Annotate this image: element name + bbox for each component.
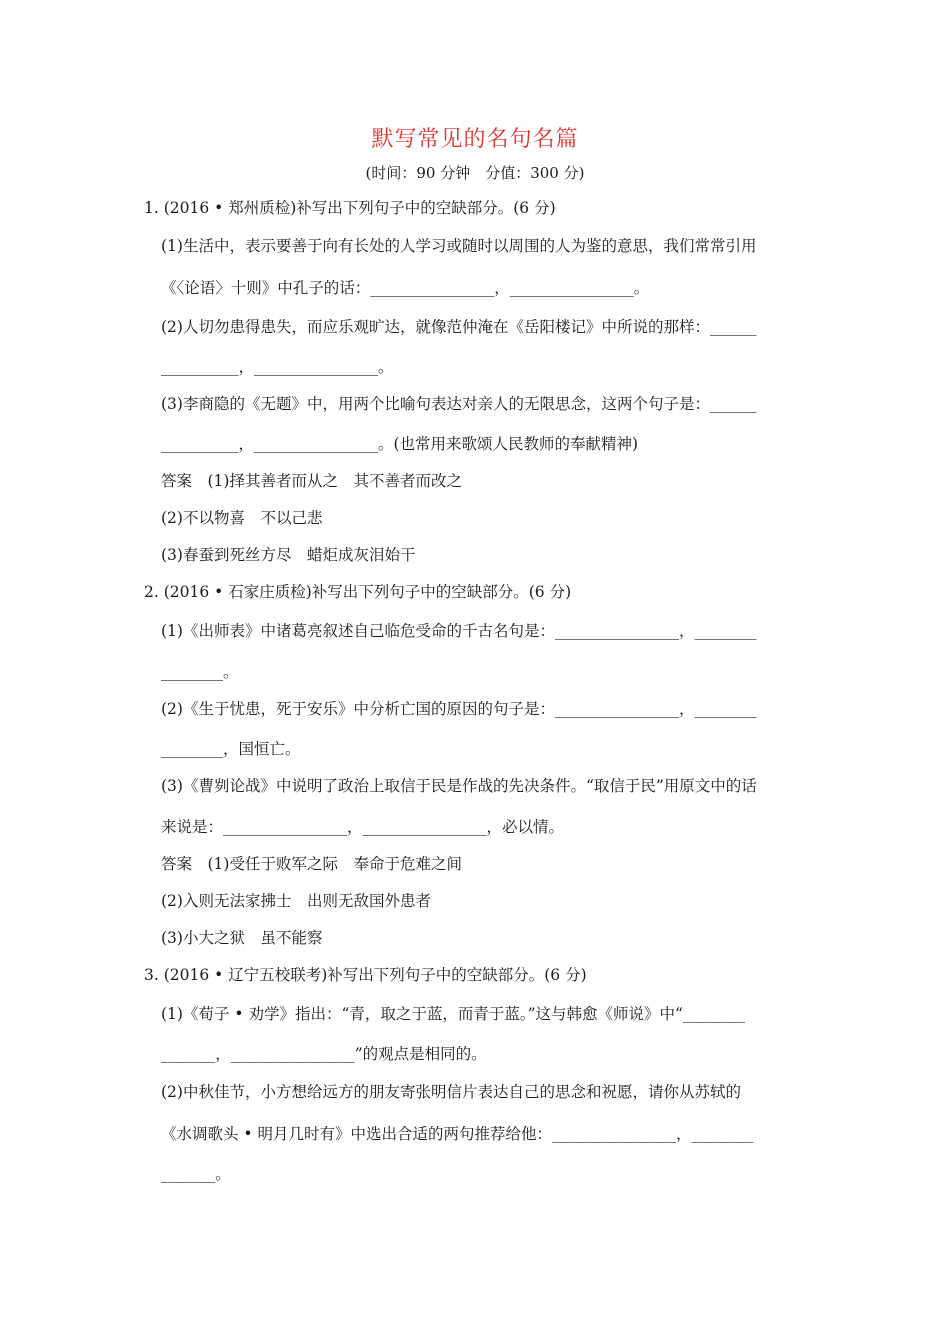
q1-part2-line2: __________，________________。 xyxy=(161,358,394,376)
q1-answer-1: 答案 (1)择其善者而从之 其不善者而改之 xyxy=(161,472,462,490)
q2-part1-line2: ________。 xyxy=(161,663,239,681)
q2-part2-line2: ________，国恒亡。 xyxy=(161,740,301,758)
q2-part3-line1: (3)《曹刿论战》中说明了政治上取信于民是作战的先决条件。“取信于民”用原文中的话 xyxy=(161,777,757,795)
q3-part2-line3: _______。 xyxy=(161,1165,231,1183)
q1-part3-line1: (3)李商隐的《无题》中，用两个比喻句表达对亲人的无限思念，这两个句子是：______ xyxy=(161,395,757,413)
question-1-heading: 1. (2016 • 郑州质检)补写出下列句子中的空缺部分。(6 分) xyxy=(144,199,556,217)
document-title: 默写常见的名句名篇 xyxy=(371,127,579,152)
q2-part1-line1: (1)《出师表》中诸葛亮叙述自己临危受命的千古名句是：________________，________ xyxy=(161,622,757,640)
document-subtitle: (时间：90 分钟 分值：300 分) xyxy=(365,164,585,182)
q2-answer-3: (3)小大之狱 虽不能察 xyxy=(161,929,323,947)
q1-part3-line2: __________，________________。(也常用来歌颂人民教师的奉献精神) xyxy=(161,435,639,453)
q1-part1-line2: 《〈论语〉十则》中孔子的话：________________，________________。 xyxy=(161,279,650,297)
q3-part2-line2: 《水调歌头 • 明月几时有》中选出合适的两句推荐给他：________________，________ xyxy=(161,1125,754,1143)
q2-part3-line2: 来说是：________________，________________，必以情。 xyxy=(161,818,565,836)
q1-part1-line1: (1)生活中，表示要善于向有长处的人学习或随时以周围的人为鉴的意思，我们常常引用 xyxy=(161,237,757,255)
q1-part2-line1: (2)人切勿患得患失，而应乐观旷达，就像范仲淹在《岳阳楼记》中所说的那样：______ xyxy=(161,318,757,336)
q2-part2-line1: (2)《生于忧患，死于安乐》中分析亡国的原因的句子是：________________，________ xyxy=(161,700,757,718)
q2-answer-1: 答案 (1)受任于败军之际 奉命于危难之间 xyxy=(161,855,462,873)
question-2-heading: 2. (2016 • 石家庄质检)补写出下列句子中的空缺部分。(6 分) xyxy=(144,583,572,601)
q3-part1-line2: _______，________________”的观点是相同的。 xyxy=(161,1045,487,1063)
q3-part1-line1: (1)《荀子 • 劝学》指出：“青，取之于蓝，而青于蓝。”这与韩愈《师说》中“________ xyxy=(161,1005,745,1023)
q2-answer-2: (2)入则无法家拂士 出则无敌国外患者 xyxy=(161,892,431,910)
q1-answer-3: (3)春蚕到死丝方尽 蜡炬成灰泪始干 xyxy=(161,546,416,564)
q1-answer-2: (2)不以物喜 不以己悲 xyxy=(161,509,323,527)
question-3-heading: 3. (2016 • 辽宁五校联考)补写出下列句子中的空缺部分。(6 分) xyxy=(144,966,587,984)
q3-part2-line1: (2)中秋佳节，小方想给远方的朋友寄张明信片表达自己的思念和祝愿，请你从苏轼的 xyxy=(161,1083,741,1101)
